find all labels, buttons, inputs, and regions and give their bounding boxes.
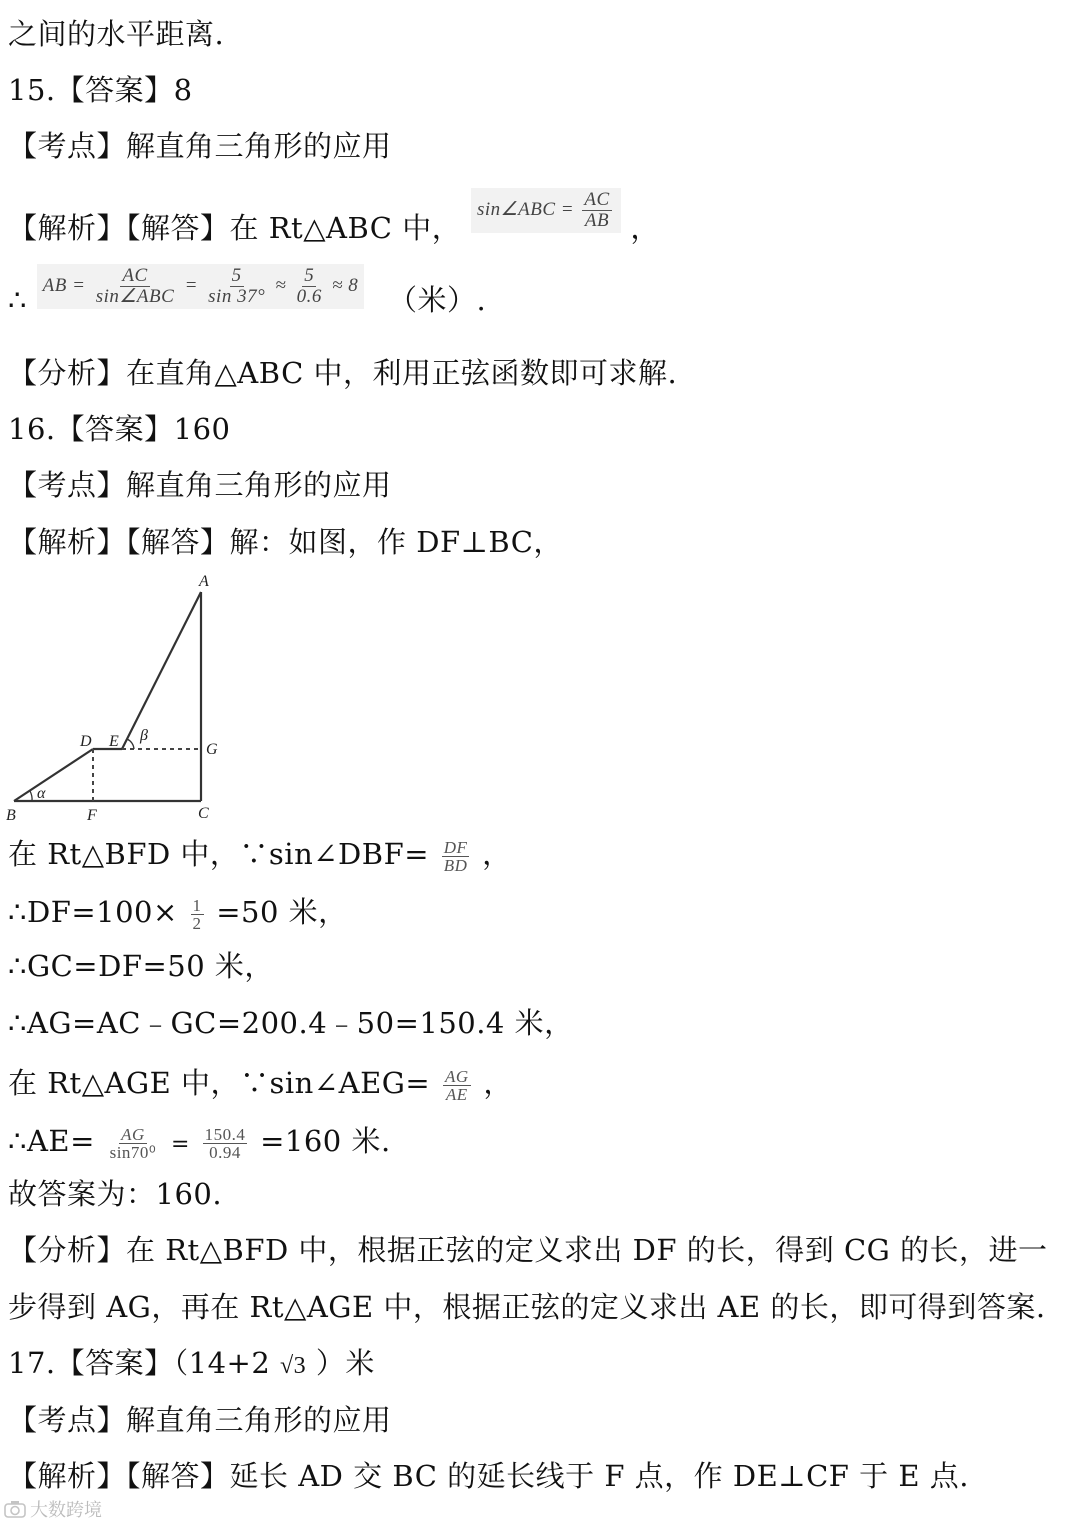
therefore-symbol: ∴ <box>8 283 27 317</box>
formula-text: ≈ 8 <box>332 274 359 296</box>
fraction-numerator: 5 <box>231 265 242 286</box>
fraction-denominator: sin∠ABC <box>95 286 175 307</box>
fraction-denominator: AE <box>445 1084 468 1104</box>
fraction-numerator: 150.4 <box>204 1124 246 1144</box>
final-answer-16: 故答案为：160. <box>8 1177 223 1211</box>
formula-text: ≈ <box>275 274 287 296</box>
label-alpha: α <box>37 785 46 802</box>
topic-17: 【考点】解直角三角形的应用 <box>8 1403 392 1437</box>
text-segment: ， <box>482 837 512 871</box>
text-segment: 在 Rt△BFD 中，∵sin∠DBF= <box>8 837 430 871</box>
label-f: F <box>87 807 97 824</box>
fraction-150-094 <box>203 1126 248 1161</box>
solution-17-intro: 【解析】【解答】延长 AD 交 BC 的延长线于 F 点，作 DE⊥CF 于 E 点. <box>8 1459 969 1493</box>
text-segment: =160 米. <box>260 1124 391 1158</box>
text-segment: 【解析】【解答】在 Rt△ABC 中， <box>8 211 462 245</box>
fraction-denominator: AB <box>584 210 610 231</box>
solution-15-line1 <box>8 189 660 260</box>
fraction-denominator: 0.94 <box>209 1142 241 1162</box>
solution-16-line4: ∴AG=AC﹣GC=200.4﹣50=150.4 米， <box>8 1006 574 1040</box>
fraction-denominator: BD <box>443 855 468 875</box>
text-segment: =50 米， <box>216 895 348 929</box>
text-segment: = <box>170 1132 190 1157</box>
watermark <box>4 1496 102 1522</box>
solution-16-line3: ∴GC=DF=50 米， <box>8 949 274 983</box>
analysis-16-line1: 【分析】在 Rt△BFD 中，根据正弦的定义求出 DF 的长，得到 CG 的长，进一 <box>8 1233 1048 1267</box>
label-d: D <box>80 733 92 750</box>
answer-17 <box>8 1345 375 1384</box>
fraction-ag-sin70 <box>108 1126 159 1161</box>
analysis-15: 【分析】在直角△ABC 中，利用正弦函数即可求解. <box>8 356 678 390</box>
text-segment: ∴AE= <box>8 1124 95 1158</box>
fraction-df-bd <box>442 839 470 874</box>
text-line: 之间的水平距离. <box>8 17 225 51</box>
camera-icon <box>4 1500 26 1518</box>
formula-text: sin∠ABC = <box>476 198 575 220</box>
fraction-denominator: 0.6 <box>296 286 322 307</box>
formula-ab <box>37 264 365 309</box>
label-b: B <box>6 807 16 824</box>
angle-beta-arc <box>127 739 134 749</box>
fraction-numerator: AC <box>122 265 148 286</box>
solution-15-line2 <box>8 265 487 332</box>
fraction-denominator: sin 37° <box>208 286 266 307</box>
label-e: E <box>109 733 119 750</box>
angle-alpha-arc <box>30 791 32 801</box>
text-segment: 17.【答案】（14+2 <box>8 1346 271 1380</box>
fraction-numerator: AC <box>584 189 610 210</box>
fraction-numerator: AG <box>444 1066 469 1086</box>
answer-15: 15.【答案】8 <box>8 73 193 107</box>
solution-16-line5 <box>8 1065 513 1103</box>
text-segment: ∴DF=100× <box>8 895 178 929</box>
sqrt3-symbol: √3 <box>280 1353 307 1379</box>
formula-text: = <box>184 274 198 296</box>
solution-16-line6 <box>8 1123 391 1163</box>
label-c: C <box>198 805 209 822</box>
fraction-half <box>191 897 204 932</box>
segment-ea <box>122 592 201 749</box>
segment-bd <box>14 749 93 801</box>
label-a: A <box>199 573 209 590</box>
topic-16: 【考点】解直角三角形的应用 <box>8 468 392 502</box>
text-segment: （米）. <box>388 283 487 317</box>
analysis-16-line2: 步得到 AG，再在 Rt△AGE 中，根据正弦的定义求出 AE 的长，即可得到答案. <box>8 1290 1046 1324</box>
watermark-text: 大数跨境 <box>30 1500 102 1521</box>
formula-text: AB = <box>42 274 86 296</box>
text-segment: 在 Rt△AGE 中，∵sin∠AEG= <box>8 1066 431 1100</box>
fraction-denominator: 2 <box>192 913 202 933</box>
fraction-numerator: 5 <box>304 265 315 286</box>
fraction-numerator: DF <box>443 837 468 857</box>
label-beta: β <box>140 727 148 744</box>
text-segment: ）米 <box>315 1346 375 1380</box>
geometry-diagram <box>0 568 240 828</box>
fraction-denominator: sin70⁰ <box>109 1142 157 1162</box>
topic-15: 【考点】解直角三角形的应用 <box>8 129 392 163</box>
formula-sin-abc <box>471 188 621 233</box>
text-segment: ， <box>483 1066 513 1100</box>
fraction-numerator: AG <box>121 1124 145 1144</box>
fraction-ag-ae <box>443 1068 471 1103</box>
solution-16-line2 <box>8 894 348 932</box>
text-segment: ， <box>630 211 660 245</box>
answer-16: 16.【答案】160 <box>8 412 231 446</box>
fraction-numerator: 1 <box>192 895 202 915</box>
solution-16-intro: 【解析】【解答】解：如图，作 DF⊥BC， <box>8 525 563 559</box>
label-g: G <box>206 741 218 758</box>
solution-16-line1 <box>8 836 512 874</box>
